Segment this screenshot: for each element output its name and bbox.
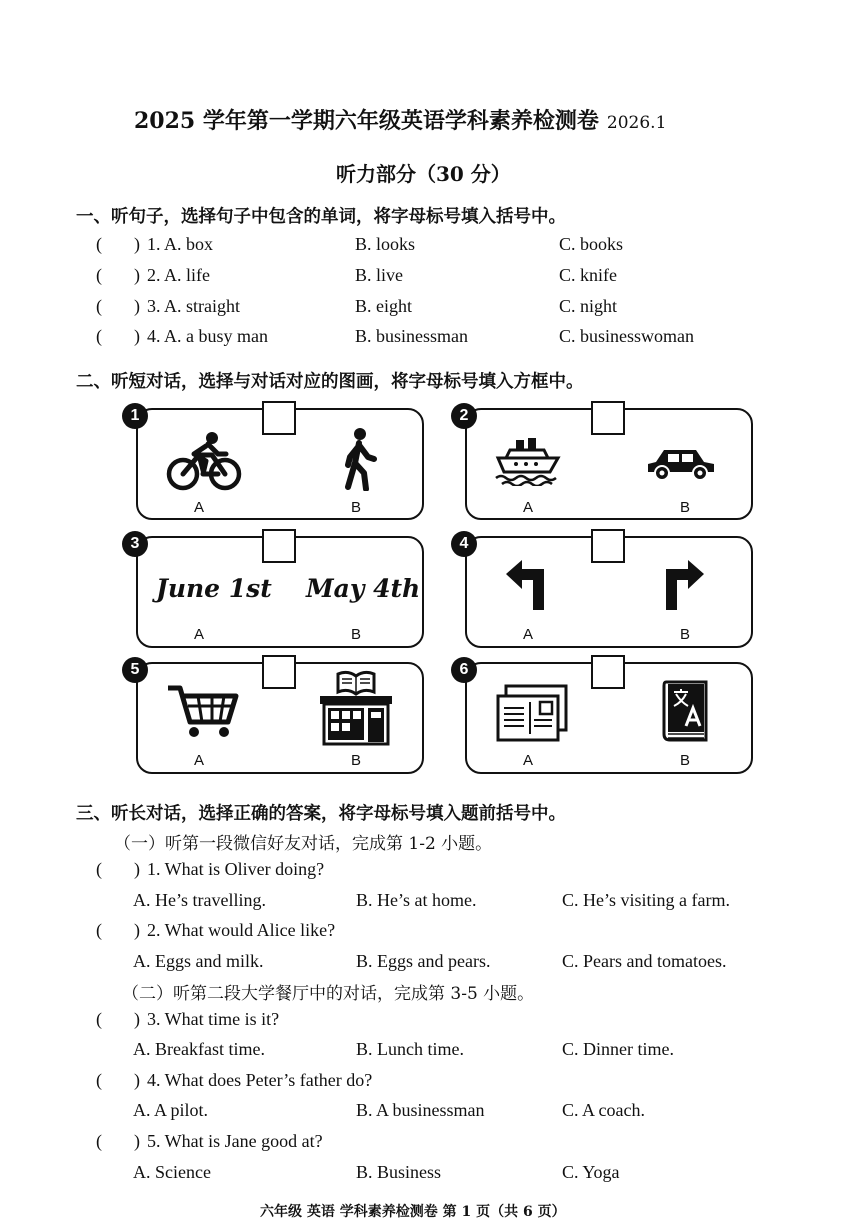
answer-bracket-close: )	[134, 234, 140, 254]
question-option-a: 3. A. straight	[147, 296, 240, 316]
option-a-label: A	[194, 626, 205, 643]
option-c: C. He’s visiting a farm.	[562, 890, 730, 910]
answer-box[interactable]	[262, 401, 296, 435]
option-b-label: B	[680, 499, 691, 516]
option-c: C. businesswoman	[559, 326, 694, 346]
date-may-4th: May 4th	[306, 574, 421, 603]
page-footer: 六年级 英语 学科素养检测卷 第 1 页（共 6 页）	[260, 1204, 566, 1220]
option-c: C. night	[559, 296, 618, 316]
answer-box[interactable]	[591, 401, 625, 435]
answer-bracket-close: )	[134, 265, 140, 285]
title-text: 2025 学年第一学期六年级英语学科素养检测卷	[134, 108, 599, 134]
ship-icon	[494, 436, 562, 486]
answer-bracket-close: )	[134, 1070, 140, 1090]
question-option-a: 4. A. a busy man	[147, 326, 268, 346]
section-subtitle: 听力部分（30 分）	[336, 162, 511, 186]
walking-person-icon	[342, 427, 378, 491]
answer-box[interactable]	[591, 529, 625, 563]
section2-heading: 二、听短对话，选择与对话对应的图画，将字母标号填入方框中。	[76, 372, 584, 392]
section3-heading: 三、听长对话，选择正确的答案，将字母标号填入题前括号中。	[76, 804, 566, 824]
question-text: 3. What time is it?	[147, 1009, 280, 1029]
option-a-label: A	[523, 499, 534, 516]
section1-heading: 一、听句子，选择句子中包含的单词，将字母标号填入括号中。	[76, 207, 566, 227]
answer-box[interactable]	[262, 529, 296, 563]
section3-part2-instruction: （二）听第二段大学餐厅中的对话，完成第 3-5 小题。	[122, 984, 535, 1004]
option-b: B. businessman	[355, 326, 469, 346]
option-c: C. A coach.	[562, 1100, 645, 1120]
question-text: 5. What is Jane good at?	[147, 1131, 323, 1151]
section3-part1-instruction: （一）听第一段微信好友对话，完成第 1-2 小题。	[114, 834, 493, 854]
answer-bracket-open[interactable]: (	[96, 859, 102, 879]
option-a-label: A	[194, 752, 205, 769]
turn-right-arrow-icon	[662, 560, 706, 610]
postcard-icon	[494, 684, 570, 744]
option-b: B. Lunch time.	[356, 1039, 464, 1059]
option-b: B. He’s at home.	[356, 890, 477, 910]
car-icon	[644, 446, 718, 482]
option-a-label: A	[523, 752, 534, 769]
answer-box[interactable]	[262, 655, 296, 689]
option-a: A. Eggs and milk.	[133, 951, 264, 971]
dictionary-icon	[660, 678, 710, 744]
option-c: C. knife	[559, 265, 617, 285]
option-a-label: A	[523, 626, 534, 643]
option-c: C. Yoga	[562, 1162, 620, 1182]
option-b-label: B	[351, 499, 362, 516]
question-text: 1. What is Oliver doing?	[147, 859, 325, 879]
option-a-label: A	[194, 499, 205, 516]
card-number: 3	[122, 531, 148, 557]
answer-bracket-close: )	[134, 920, 140, 940]
question-text: 2. What would Alice like?	[147, 920, 336, 940]
answer-bracket-close: )	[134, 296, 140, 316]
answer-bracket-open[interactable]: (	[96, 296, 102, 316]
option-c: C. Dinner time.	[562, 1039, 674, 1059]
option-b: B. Eggs and pears.	[356, 951, 491, 971]
question-text: 4. What does Peter’s father do?	[147, 1070, 373, 1090]
answer-bracket-close: )	[134, 1131, 140, 1151]
cyclist-icon	[166, 430, 242, 492]
option-a: A. Breakfast time.	[133, 1039, 265, 1059]
card-number: 1	[122, 403, 148, 429]
answer-bracket-open[interactable]: (	[96, 920, 102, 940]
page-title	[134, 104, 666, 135]
card-number: 6	[451, 657, 477, 683]
answer-bracket-open[interactable]: (	[96, 1009, 102, 1029]
answer-bracket-open[interactable]: (	[96, 265, 102, 285]
exam-date: 2026.1	[606, 113, 667, 133]
question-option-a: 1. A. box	[147, 234, 214, 254]
answer-bracket-open[interactable]: (	[96, 1131, 102, 1151]
option-b-label: B	[680, 626, 691, 643]
option-b-label: B	[680, 752, 691, 769]
option-b: B. eight	[355, 296, 412, 316]
card-number: 5	[122, 657, 148, 683]
option-b: B. A businessman	[356, 1100, 485, 1120]
option-b: B. Business	[356, 1162, 442, 1182]
card-number: 4	[451, 531, 477, 557]
option-a: A. A pilot.	[133, 1100, 209, 1120]
answer-bracket-close: )	[134, 859, 140, 879]
option-b-label: B	[351, 752, 362, 769]
turn-left-arrow-icon	[504, 560, 548, 610]
answer-bracket-open[interactable]: (	[96, 234, 102, 254]
shopping-cart-icon	[166, 682, 242, 740]
option-a: A. He’s travelling.	[133, 890, 266, 910]
date-june-1st: June 1st	[156, 574, 272, 603]
option-c: C. books	[559, 234, 624, 254]
answer-bracket-open[interactable]: (	[96, 1070, 102, 1090]
option-b: B. looks	[355, 234, 416, 254]
question-option-a: 2. A. life	[147, 265, 210, 285]
answer-box[interactable]	[591, 655, 625, 689]
option-c: C. Pears and tomatoes.	[562, 951, 727, 971]
option-b-label: B	[351, 626, 362, 643]
answer-bracket-open[interactable]: (	[96, 326, 102, 346]
card-number: 2	[451, 403, 477, 429]
bookstore-icon	[318, 670, 394, 746]
answer-bracket-close: )	[134, 1009, 140, 1029]
option-a: A. Science	[133, 1162, 211, 1182]
option-b: B. live	[355, 265, 403, 285]
answer-bracket-close: )	[134, 326, 140, 346]
